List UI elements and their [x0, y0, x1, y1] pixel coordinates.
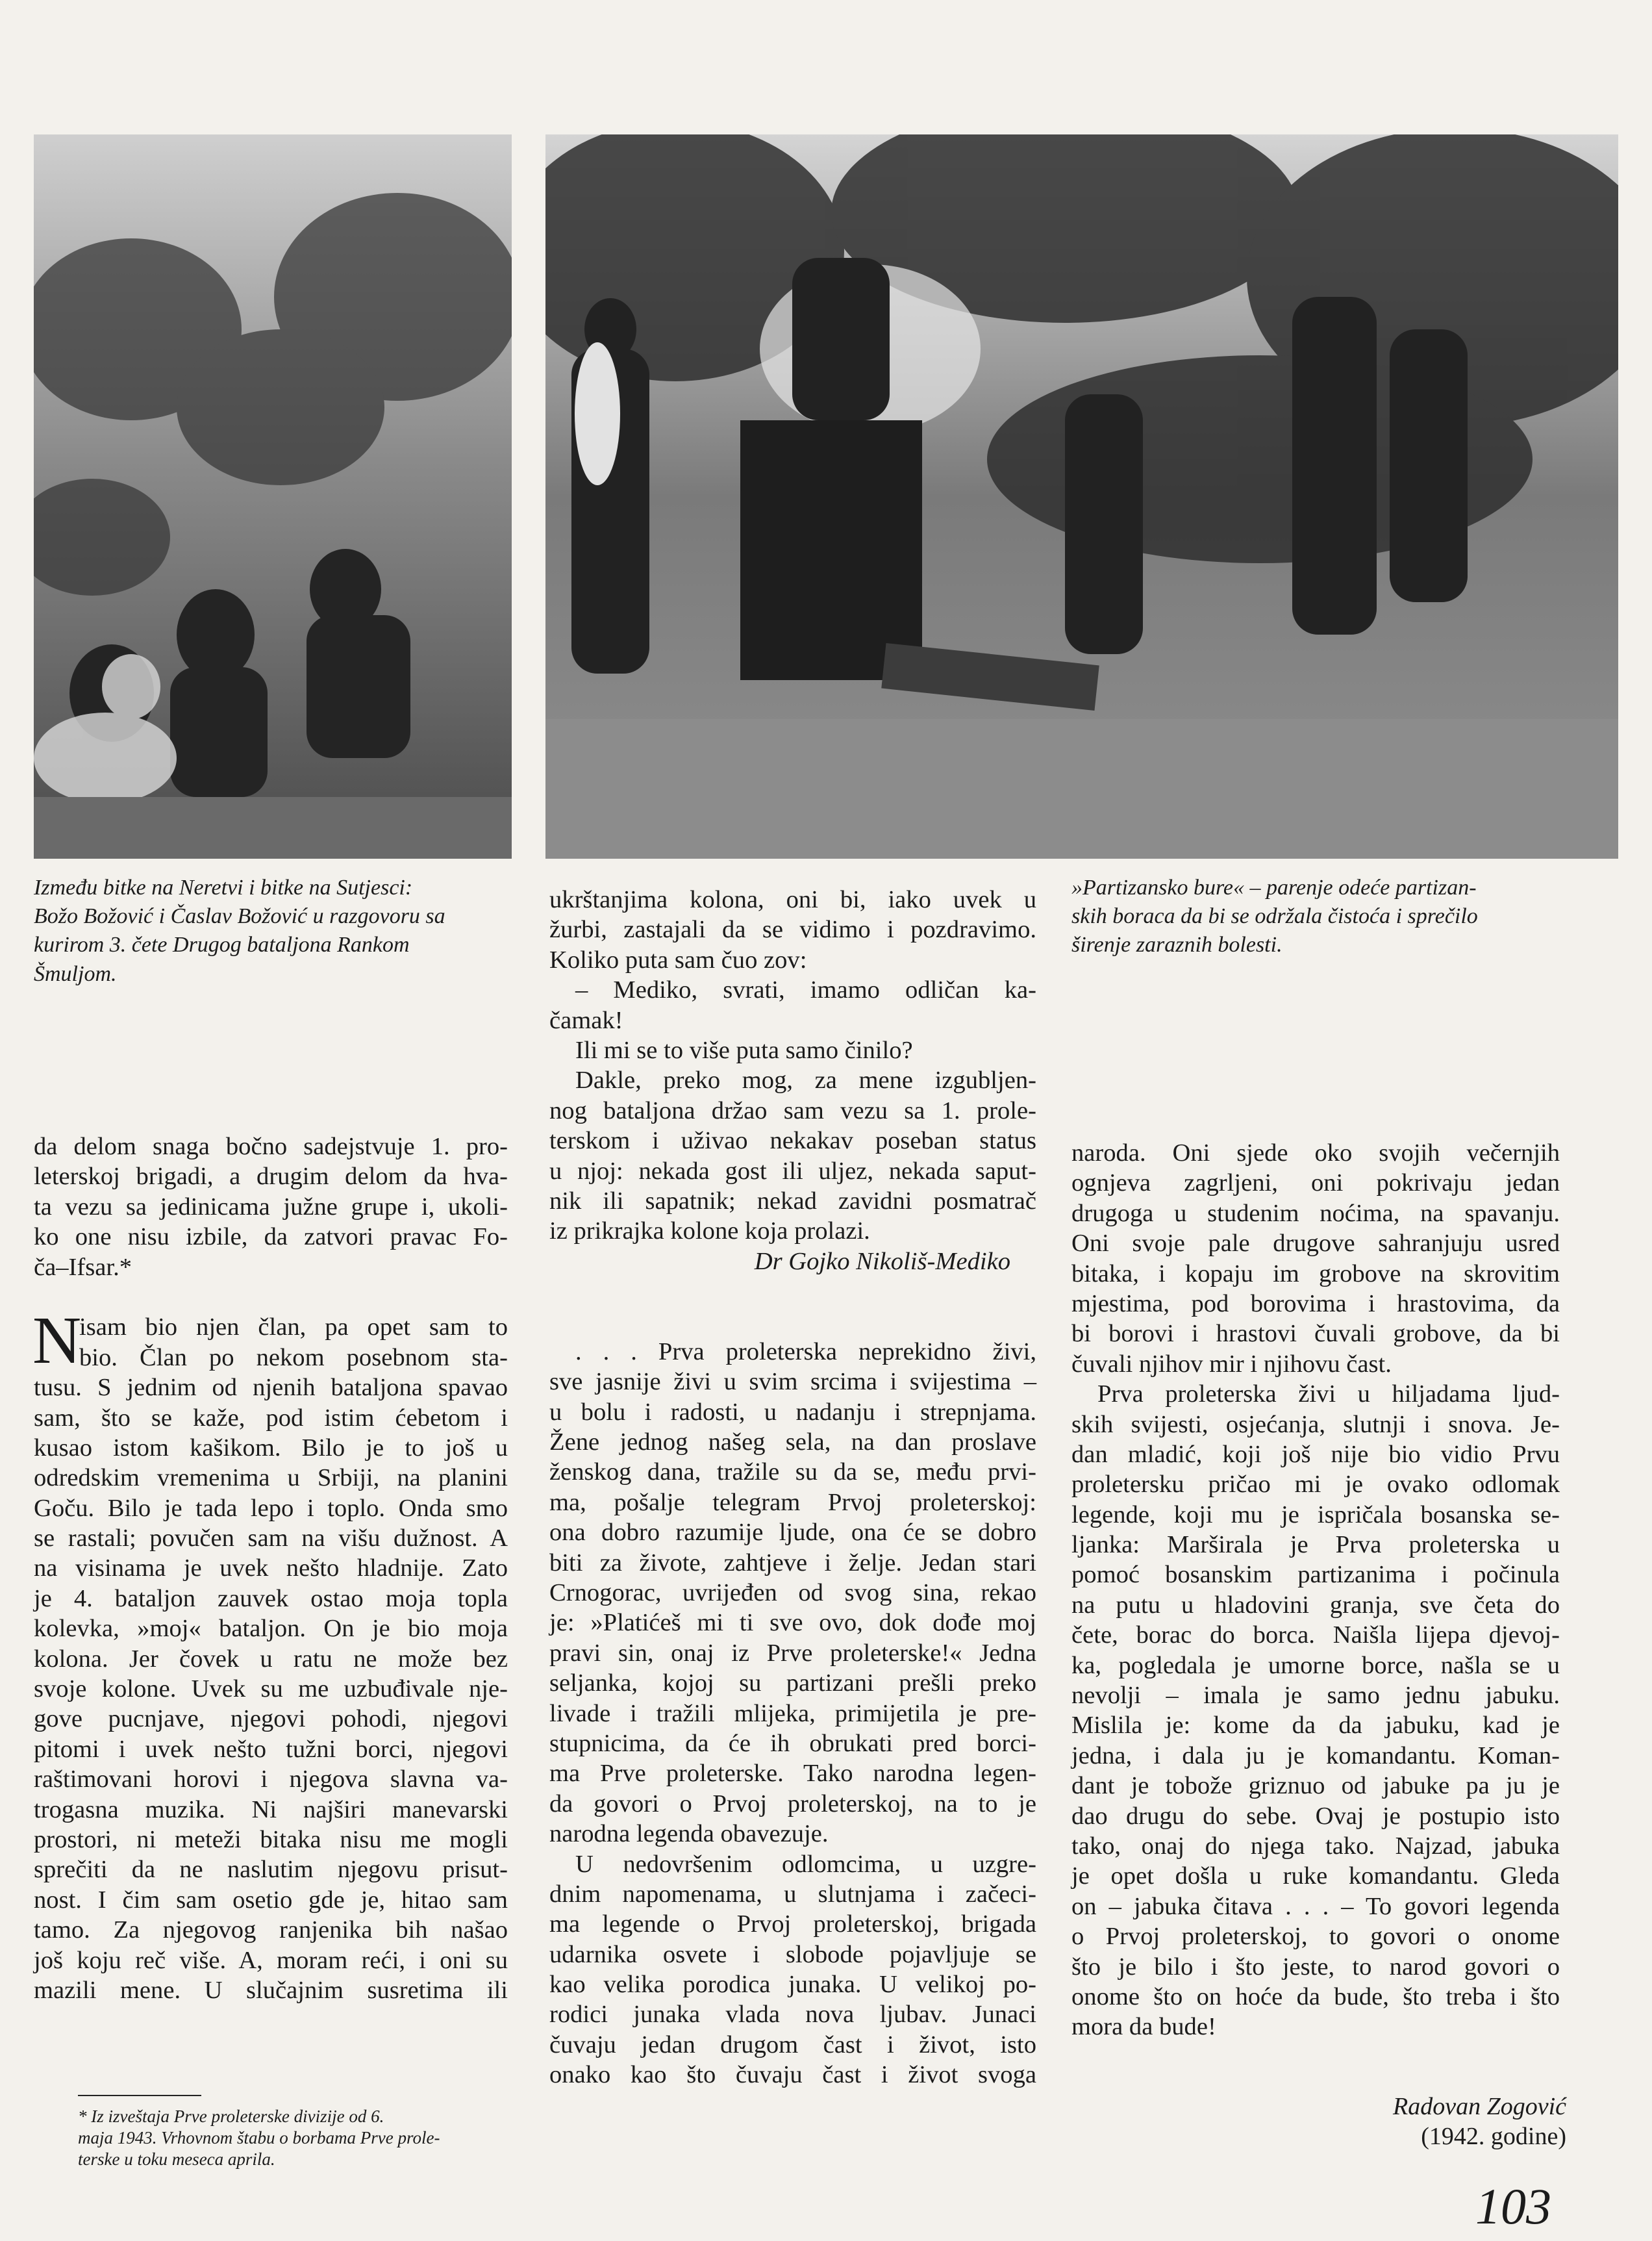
text-line: dao drugu do sebe. Ovaj je postupio isto: [1071, 1802, 1560, 1830]
text-line: sam, što se kaže, pod istim ćebetom i: [34, 1404, 508, 1432]
text-line: u bolu i radosti, u nadanju i strepnjama.: [549, 1398, 1036, 1426]
text-line: . . . Prva proleterska neprekidno živi,: [575, 1337, 1036, 1365]
text-line: ljanka: Marširala je Prva proleterska u: [1071, 1531, 1560, 1559]
text-line: udarnika osvete i slobode pojavljuje se: [549, 1940, 1036, 1968]
caption-line: širenje zaraznih bolesti.: [1071, 933, 1283, 957]
text-line: da govori o Prvoj proleterskoj, na to je: [549, 1790, 1036, 1817]
text-line: leterskoj brigadi, a drugim delom da hva-: [34, 1163, 508, 1191]
text-line: terskom i uživao nekakav poseban status: [549, 1127, 1036, 1155]
photo-partisan-barrel-icon: [545, 134, 1618, 859]
column-3: [1071, 1138, 1560, 2042]
text-line: skih svijesti, osjećanja, slutnji i snova. Je-: [1071, 1410, 1560, 1438]
text-line: U nedovršenim odlomcima, u uzgre-: [575, 1850, 1036, 1878]
text-line: – Mediko, svrati, imamo odličan ka-: [575, 976, 1036, 1004]
text-line: tako, onaj do njega tako. Najzad, jabuka: [1071, 1832, 1560, 1860]
text-line: tusu. S jednim od njenih bataljona spavao: [34, 1374, 508, 1402]
page-number: 103: [1475, 2178, 1551, 2235]
text-line: trogasna muzika. Ni najširi manevarski: [34, 1795, 508, 1823]
text-line: Ili mi se to više puta samo činilo?: [575, 1036, 913, 1064]
column-1: [34, 1132, 508, 2005]
text-line: livade i tražili mlijeka, primijetila je pre-: [549, 1699, 1036, 1727]
text-line: ognjeva zagrljeni, oni pokrivaju jedan: [1071, 1169, 1560, 1197]
text-line: kusao istom kašikom. Bilo je to još u: [34, 1434, 508, 1462]
text-line: pomoć bosanskim partizanima i počinula: [1071, 1561, 1560, 1589]
photo-soldiers-resting-icon: [34, 134, 512, 859]
text-line: što je bilo i što jeste, to narod govori o: [1071, 1953, 1560, 1981]
text-line: ma legende o Prvoj proleterskoj, brigada: [549, 1910, 1036, 1938]
text-line: svoje kolone. Uvek su me uzbuđivale nje-: [34, 1675, 508, 1703]
text-line: je 4. bataljon zauvek ostao moja topla: [34, 1584, 508, 1612]
text-line: žurbi, zastajali da se vidimo i pozdravimo.: [549, 916, 1036, 944]
text-line: stupnicima, da će ih obrukati pred borci-: [549, 1729, 1036, 1757]
text-line: čuvali njihov mir i njihovu čast.: [1071, 1350, 1392, 1378]
text-line: jedna, i dala ju je komandantu. Koman-: [1071, 1741, 1560, 1769]
caption-line: Između bitke na Neretvi i bitke na Sutjesci:: [34, 876, 413, 900]
text-line: još koju reč više. A, moram reći, i oni su: [34, 1946, 508, 1974]
caption-line: kurirom 3. čete Drugog bataljona Rankom: [34, 933, 410, 957]
footnote-line: * Iz izveštaja Prve proleterske divizije od 6.: [78, 2107, 384, 2126]
text-line: čamak!: [549, 1006, 623, 1034]
text-line: pravi sin, onaj iz Prve proleterske!« Jedna: [549, 1639, 1036, 1667]
text-line: onako kao što čuvaju čast i život svoga: [549, 2061, 1036, 2089]
text-line: u njoj: nekada gost ili uljez, nekada saput-: [549, 1157, 1036, 1185]
text-line: ženskog dana, tražile su da se, među prvi-: [549, 1458, 1036, 1486]
text-line: mora da bude!: [1071, 2013, 1216, 2041]
footnote: [78, 2106, 507, 2170]
text-line: raštimovani horovi i njegova slavna va-: [34, 1766, 508, 1793]
text-line: prostori, ni meteži bitaka nisu me mogli: [34, 1825, 508, 1853]
dropcap-paragraph: [32, 1303, 508, 1378]
text-line: nevolji – imala je samo jednu jabuku.: [1071, 1682, 1560, 1710]
text-line: dnim napomenama, u slutnjama i začeci-: [549, 1880, 1036, 1908]
text-line: mazili mene. U slučajnim susretima ili: [34, 1976, 508, 2004]
text-line: nost. I čim sam osetio gde je, hitao sam: [34, 1886, 508, 1914]
caption-right: [1071, 874, 1618, 960]
signature-author: Radovan Zogović: [1392, 2093, 1566, 2120]
text-line: Goču. Bilo je tada lepo i toplo. Onda smo: [34, 1494, 508, 1522]
text-line: isam bio njen član, pa opet sam to: [79, 1313, 508, 1341]
footnote-rule: [78, 2095, 201, 2096]
text-line: nik ili sapatnik; nekad zavidni posmatrač: [549, 1187, 1036, 1215]
text-line: ma, pošalje telegram Prvoj proleterskoj:: [549, 1488, 1036, 1516]
text-line: Žene jednog našeg sela, na dan proslave: [549, 1428, 1036, 1456]
text-line: čuvaju jedan drugom čast i život, isto: [549, 2031, 1036, 2058]
text-line: ona dobro razumije ljude, ona će se dobro: [549, 1519, 1036, 1547]
text-line: Oni svoje pale drugove sahranjuju usred: [1071, 1230, 1560, 1258]
text-line: narodna legenda obavezuje.: [549, 1820, 829, 1848]
text-line: na putu u hladovini granja, sve četa do: [1071, 1591, 1560, 1619]
text-line: dant je tobože griznuo od jabuke pa ju je: [1071, 1772, 1560, 1800]
text-line: ča–Ifsar.*: [34, 1253, 132, 1281]
text-line: sprečiti da ne naslutim njegovu prisut-: [34, 1856, 508, 1884]
text-line: ta vezu sa jedinicama južne grupe i, ukoli-: [34, 1193, 508, 1221]
text-line: je opet došla u ruke komandantu. Gleda: [1071, 1862, 1560, 1890]
text-line: gove pucnjave, njegovi pohodi, njegovi: [34, 1705, 508, 1733]
text-line: bitaka, i kopaju im grobove na skrovitim: [1071, 1260, 1560, 1287]
text-line: rodici junaka vlada nova ljubav. Junaci: [549, 2001, 1036, 2029]
text-line: pitomi i uvek nešto tužni borci, njegovi: [34, 1735, 508, 1763]
text-line: legende, koji mu je ispričala bosanska se-: [1071, 1500, 1560, 1528]
footnote-line: maja 1943. Vrhovnom štabu o borbama Prve prole-: [78, 2128, 440, 2147]
text-line: bi borovi i hrastovi čuvali grobove, da bi: [1071, 1320, 1560, 1348]
text-line: naroda. Oni sjede oko svojih večernjih: [1071, 1139, 1560, 1167]
footnote-line: terske u toku meseca aprila.: [78, 2149, 275, 2169]
dropcap-letter: N: [32, 1303, 82, 1378]
text-line: odredskim vremenima u Srbiji, na planini: [34, 1464, 508, 1492]
caption-line: Šmuljom.: [34, 961, 117, 986]
text-line: ka, pogledala je umorne borce, našla se u: [1071, 1651, 1560, 1679]
text-line: na visinama je uvek nešto hladnije. Zato: [34, 1554, 508, 1582]
text-line: on – jabuka čitava . . . – To govori legenda: [1071, 1892, 1560, 1920]
text-line: je: »Platićeš mi ti sve ovo, dok dođe moj: [549, 1609, 1036, 1637]
text-line: ko one nisu izbile, da zatvori pravac Fo-: [34, 1223, 508, 1251]
text-line: proletersku pričao mi je ovako odlomak: [1071, 1471, 1560, 1499]
photo-right: [545, 134, 1618, 859]
text-line: kolevka, »moj« bataljon. On je bio moja: [34, 1615, 508, 1643]
text-line: bio. Član po nekom posebnom sta-: [79, 1343, 508, 1371]
text-line: mjestima, pod borovima i hrastovima, da: [1071, 1289, 1560, 1317]
text-line: Prva proleterska živi u hiljadama ljud-: [1097, 1380, 1560, 1408]
text-line: drugoga u studenim noćima, na spavanju.: [1071, 1199, 1560, 1227]
column-2: [549, 885, 1036, 2090]
text-line: iz prikrajka kolone koja prolazi.: [549, 1217, 870, 1245]
text-line: da delom snaga bočno sadejstvuje 1. pro-: [34, 1133, 508, 1160]
signature-author: Dr Gojko Nikoliš-Mediko: [754, 1247, 1010, 1275]
text-line: Crnogorac, uvrijeđen od svog sina, rekao: [549, 1578, 1036, 1606]
text-line: sve jasnije živi u svim srcima i svijestima –: [549, 1368, 1036, 1396]
signature-block: [1234, 2092, 1566, 2151]
text-line: o Prvoj proleterskoj, to govori o onome: [1071, 1923, 1560, 1951]
caption-line: »Partizansko bure« – parenje odeće partizan-: [1071, 876, 1477, 900]
text-line: biti za živote, zahtjeve i želje. Jedan stari: [549, 1549, 1036, 1576]
text-line: ma Prve proleterske. Tako narodna legen-: [549, 1760, 1036, 1788]
text-line: se rastali; povučen sam na višu dužnost. A: [34, 1525, 508, 1552]
caption-line: skih boraca da bi se održala čistoća i sprečilo: [1071, 904, 1478, 929]
text-line: kao velika porodica junaka. U velikoj po-: [549, 1971, 1036, 1999]
text-line: tamo. Za njegovog ranjenika bih našao: [34, 1916, 508, 1944]
text-line: Mislila je: kome da da jabuku, kad je: [1071, 1712, 1560, 1740]
text-line: onome što on hoće da bude, što treba i što: [1071, 1982, 1560, 2010]
text-line: Dakle, preko mog, za mene izgubljen-: [575, 1067, 1036, 1095]
text-line: kolona. Jer čovek u ratu ne može bez: [34, 1645, 508, 1673]
text-line: nog bataljona držao sam vezu sa 1. prole-: [549, 1096, 1036, 1124]
text-line: seljanka, kojoj su partizani prešli preko: [549, 1669, 1036, 1697]
text-line: ukrštanjima kolona, oni bi, iako uvek u: [549, 886, 1036, 913]
text-line: čete, borac do borca. Naišla lijepa djevoj-: [1071, 1621, 1560, 1649]
text-line: dan mladić, koji još nije bio vidio Prvu: [1071, 1440, 1560, 1468]
caption-line: Božo Božović i Časlav Božović u razgovoru sa: [34, 904, 445, 929]
text-line: Koliko puta sam čuo zov:: [549, 946, 807, 974]
photo-left: [34, 134, 512, 859]
caption-left: [34, 874, 512, 989]
signature-year: (1942. godine): [1421, 2123, 1566, 2150]
